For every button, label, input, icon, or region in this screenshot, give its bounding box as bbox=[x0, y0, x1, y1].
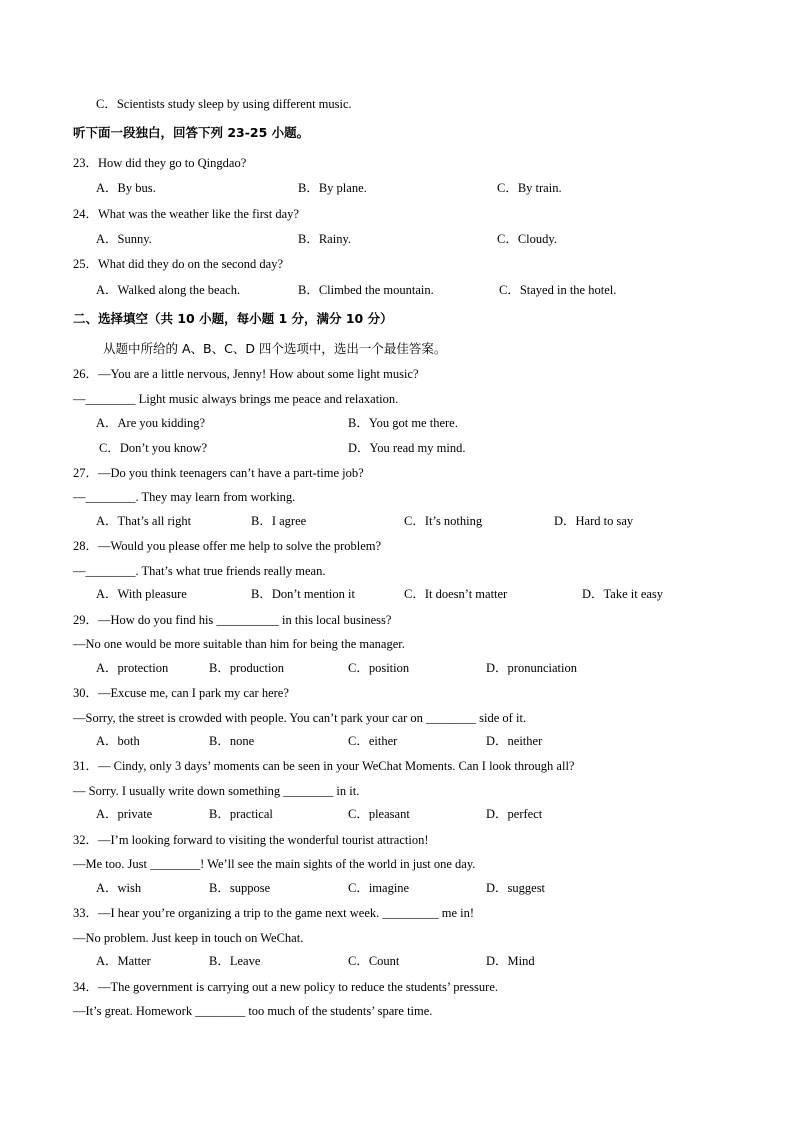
q29-option-a[interactable]: A．protection bbox=[96, 661, 169, 675]
q28-option-c[interactable]: C．It doesn’t matter bbox=[404, 587, 508, 601]
q28-option-b[interactable]: B．Don’t mention it bbox=[251, 587, 355, 601]
q31-option-a[interactable]: A．private bbox=[96, 807, 153, 821]
q26-option-c[interactable]: C．Don’t you know? bbox=[99, 441, 208, 455]
q29-option-d[interactable]: D．pronunciation bbox=[486, 661, 577, 675]
q27-option-d[interactable]: D．Hard to say bbox=[554, 514, 634, 528]
q30-option-a[interactable]: A．both bbox=[96, 734, 140, 748]
question-31-reply: — Sorry. I usually write down something ________ in it. bbox=[73, 784, 360, 798]
q27-option-a[interactable]: A．That’s all right bbox=[96, 514, 192, 528]
section-2-instruction: 从题中所给的 A、B、C、D 四个选项中，选出一个最佳答案。 bbox=[103, 341, 447, 356]
q23-option-b[interactable]: B．By plane. bbox=[298, 181, 367, 195]
q29-option-c[interactable]: C．position bbox=[348, 661, 410, 675]
question-25: 25．What did they do on the second day? bbox=[73, 257, 284, 271]
question-29: 29．—How do you find his __________ in this local business? bbox=[73, 613, 392, 627]
q32-option-b[interactable]: B．suppose bbox=[209, 881, 271, 895]
q32-option-d[interactable]: D．suggest bbox=[486, 881, 546, 895]
question-26-reply: —________ Light music always brings me peace and relaxation. bbox=[73, 392, 399, 406]
question-32: 32．—I’m looking forward to visiting the wonderful tourist attraction! bbox=[73, 833, 429, 847]
question-30-reply: —Sorry, the street is crowded with people. You can’t park your car on ________ side of it. bbox=[73, 711, 527, 725]
question-27: 27．—Do you think teenagers can’t have a part-time job? bbox=[73, 466, 364, 480]
question-27-reply: —________. They may learn from working. bbox=[73, 490, 296, 504]
question-28: 28．—Would you please offer me help to solve the problem? bbox=[73, 539, 382, 553]
q31-option-d[interactable]: D．perfect bbox=[486, 807, 543, 821]
q32-option-c[interactable]: C．imagine bbox=[348, 881, 410, 895]
question-32-reply: —Me too. Just ________! We’ll see the main sights of the world in just one day. bbox=[73, 857, 476, 871]
q24-option-b[interactable]: B．Rainy. bbox=[298, 232, 352, 246]
q31-option-c[interactable]: C．pleasant bbox=[348, 807, 410, 821]
question-28-reply: —________. That’s what true friends really mean. bbox=[73, 564, 326, 578]
q24-option-c[interactable]: C．Cloudy. bbox=[497, 232, 557, 246]
q23-option-a[interactable]: A．By bus. bbox=[96, 181, 156, 195]
question-31: 31．— Cindy, only 3 days’ moments can be seen in your WeChat Moments. Can I look through all? bbox=[73, 759, 575, 773]
q24-option-a[interactable]: A．Sunny. bbox=[96, 232, 152, 246]
q30-option-c[interactable]: C．either bbox=[348, 734, 398, 748]
q30-option-d[interactable]: D．neither bbox=[486, 734, 543, 748]
q28-option-d[interactable]: D．Take it easy bbox=[582, 587, 664, 601]
q25-option-a[interactable]: A．Walked along the beach. bbox=[96, 283, 241, 297]
question-33-reply: —No problem. Just keep in touch on WeChat. bbox=[73, 931, 304, 945]
question-26: 26．—You are a little nervous, Jenny! How about some light music? bbox=[73, 367, 419, 381]
question-33: 33．—I hear you’re organizing a trip to the game next week. _________ me in! bbox=[73, 906, 475, 920]
question-34: 34．—The government is carrying out a new policy to reduce the students’ pressure. bbox=[73, 980, 498, 994]
q25-option-c[interactable]: C．Stayed in the hotel. bbox=[499, 283, 617, 297]
listening-instruction-23-25: 听下面一段独白，回答下列 23-25 小题。 bbox=[73, 125, 310, 140]
q27-option-c[interactable]: C．It’s nothing bbox=[404, 514, 483, 528]
section-2-heading: 二、选择填空（共 10 小题，每小题 1 分，满分 10 分） bbox=[73, 311, 393, 326]
q25-option-b[interactable]: B．Climbed the mountain. bbox=[298, 283, 434, 297]
q27-option-b[interactable]: B．I agree bbox=[251, 514, 307, 528]
question-24: 24．What was the weather like the first day? bbox=[73, 207, 299, 221]
q26-option-d[interactable]: D．You read my mind. bbox=[348, 441, 466, 455]
q33-option-a[interactable]: A．Matter bbox=[96, 954, 151, 968]
question-23: 23．How did they go to Qingdao? bbox=[73, 156, 247, 170]
question-30: 30．—Excuse me, can I park my car here? bbox=[73, 686, 289, 700]
q33-option-c[interactable]: C．Count bbox=[348, 954, 400, 968]
q23-option-c[interactable]: C．By train. bbox=[497, 181, 562, 195]
q26-option-a[interactable]: A．Are you kidding? bbox=[96, 416, 206, 430]
q26-option-b[interactable]: B．You got me there. bbox=[348, 416, 458, 430]
question-22-option-c: C．Scientists study sleep by using different music. bbox=[96, 97, 352, 111]
q29-option-b[interactable]: B．production bbox=[209, 661, 284, 675]
q31-option-b[interactable]: B．practical bbox=[209, 807, 273, 821]
question-34-reply: —It’s great. Homework ________ too much of the students’ spare time. bbox=[73, 1004, 433, 1018]
q32-option-a[interactable]: A．wish bbox=[96, 881, 142, 895]
q33-option-b[interactable]: B．Leave bbox=[209, 954, 261, 968]
q33-option-d[interactable]: D．Mind bbox=[486, 954, 535, 968]
question-29-reply: —No one would be more suitable than him for being the manager. bbox=[73, 637, 405, 651]
q28-option-a[interactable]: A．With pleasure bbox=[96, 587, 187, 601]
q30-option-b[interactable]: B．none bbox=[209, 734, 255, 748]
